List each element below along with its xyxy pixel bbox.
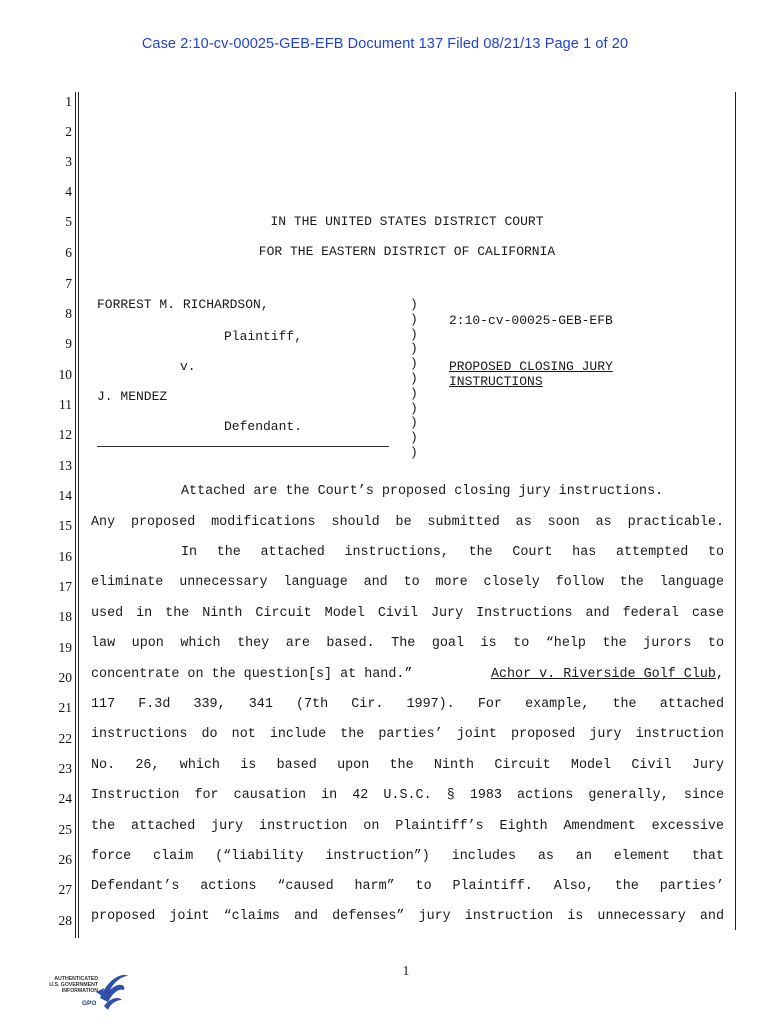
body-text: the attached jury instruction on Plaintiff’s Eighth Amendment excessive [91, 819, 724, 834]
line-number: 2 [65, 124, 72, 139]
caption-paren: ) [410, 385, 418, 401]
line-number: 15 [58, 518, 72, 533]
gpo-mark: GPO [82, 1000, 97, 1007]
line-number: 25 [58, 822, 72, 837]
line-number: 5 [65, 214, 72, 229]
line-number: 22 [58, 731, 72, 746]
line-number: 19 [58, 640, 72, 655]
body-line-19 [91, 636, 724, 651]
body-text: Any proposed modifications should be submitted as soon as practicable. [91, 515, 724, 530]
body-line-18 [91, 606, 724, 621]
body-text: , [715, 667, 724, 682]
body-text: No. 26, which is based upon the Ninth Circuit Model Civil Jury [91, 758, 724, 773]
body-text: 117 F.3d 339, 341 (7th Cir. 1997). For example, the attached [91, 697, 724, 712]
line-number: 12 [58, 427, 72, 442]
body-text: eliminate unnecessary language and to more closely follow the language [91, 575, 724, 590]
body-text: law upon which they are based. The goal is to “help the jurors to [91, 636, 724, 651]
body-text: used in the Ninth Circuit Model Civil Jury Instructions and federal case [91, 606, 724, 621]
body-text: force claim (“liability instruction”) includes as an element that [91, 849, 724, 864]
caption-paren: ) [410, 297, 418, 312]
line-number: 17 [58, 579, 72, 594]
body-text: Attached are the Court’s proposed closing jury instructions. [181, 484, 664, 499]
line-number: 4 [65, 184, 72, 199]
body-line-15 [91, 515, 724, 530]
body-line-28 [91, 909, 724, 924]
body-line-26 [91, 849, 724, 864]
caption-paren: ) [410, 356, 418, 372]
caption-paren: ) [410, 415, 418, 431]
body-text: Defendant’s actions “caused harm” to Plaintiff. Also, the parties’ [91, 879, 724, 894]
line-number: 23 [58, 761, 72, 776]
body-text: proposed joint “claims and defenses” jury instruction is unnecessary and [91, 909, 724, 924]
line-number: 10 [58, 367, 72, 382]
caption-paren: ) [410, 445, 418, 460]
body-line-20 [91, 667, 724, 682]
caption-paren: ) [410, 430, 418, 446]
caption-paren: ) [410, 326, 418, 342]
versus: v. [180, 359, 196, 374]
court-district: FOR THE EASTERN DISTRICT OF CALIFORNIA [258, 244, 556, 259]
defendant-label: Defendant. [224, 419, 303, 434]
right-margin-rule [735, 92, 736, 930]
caption-underline [97, 446, 389, 447]
body-line-24 [91, 788, 724, 803]
line-number: 20 [58, 670, 72, 685]
body-line-21 [91, 697, 724, 712]
body-line-25 [91, 819, 724, 834]
body-text: Instruction for causation in 42 U.S.C. § 1983 actions generally, since [91, 788, 724, 803]
line-number: 6 [65, 245, 72, 260]
body-line-23 [91, 758, 724, 773]
body-text: In the attached instructions, the Court has attempted to [181, 545, 724, 560]
gpo-logo-text: AUTHENTICATED U.S. GOVERNMENT INFORMATION [49, 976, 98, 994]
case-header: Case 2:10-cv-00025-GEB-EFB Document 137 Filed 08/21/13 Page 1 of 20 [141, 36, 629, 52]
page-number: 1 [402, 963, 410, 978]
line-number: 28 [58, 913, 72, 928]
left-margin-rule [75, 92, 76, 938]
caption-paren: ) [410, 341, 418, 357]
caption-paren: ) [410, 400, 418, 416]
eagle-icon [38, 968, 138, 1018]
court-title: IN THE UNITED STATES DISTRICT COURT [270, 214, 544, 229]
body-line-16 [91, 545, 724, 560]
body-line-17 [91, 575, 724, 590]
body-line-22 [91, 727, 724, 742]
body-text: instructions do not include the parties’ joint proposed jury instruction [91, 727, 724, 742]
line-number: 8 [65, 306, 72, 321]
line-number: 1 [65, 94, 72, 109]
body-text: concentrate on the question[s] at hand.” [91, 667, 413, 682]
line-number: 26 [58, 852, 72, 867]
line-number: 3 [65, 154, 72, 169]
line-number: 9 [65, 336, 72, 351]
line-number: 14 [58, 488, 72, 503]
line-number: 21 [58, 700, 72, 715]
line-number: 18 [58, 609, 72, 624]
line-number: 24 [58, 791, 72, 806]
body-line-27 [91, 879, 724, 894]
line-number: 11 [59, 397, 72, 412]
line-number: 13 [58, 458, 72, 473]
case-citation-link: Achor v. Riverside Golf Club [490, 667, 716, 682]
document-title-line2: INSTRUCTIONS [449, 374, 543, 389]
plaintiff-name: FORREST M. RICHARDSON, [97, 297, 269, 312]
line-number: 16 [58, 549, 72, 564]
plaintiff-label: Plaintiff, [224, 329, 303, 344]
line-number: 27 [58, 882, 72, 897]
case-number: 2:10-cv-00025-GEB-EFB [449, 313, 613, 328]
line-number: 7 [65, 276, 72, 291]
left-margin-rule-inner [78, 92, 79, 938]
defendant-name: J. MENDEZ [97, 389, 168, 404]
gpo-authenticated-logo [38, 968, 138, 1018]
caption-paren: ) [410, 371, 418, 386]
body-line-14 [91, 484, 724, 499]
caption-paren: ) [410, 311, 418, 327]
document-title-line1: PROPOSED CLOSING JURY [449, 359, 613, 374]
